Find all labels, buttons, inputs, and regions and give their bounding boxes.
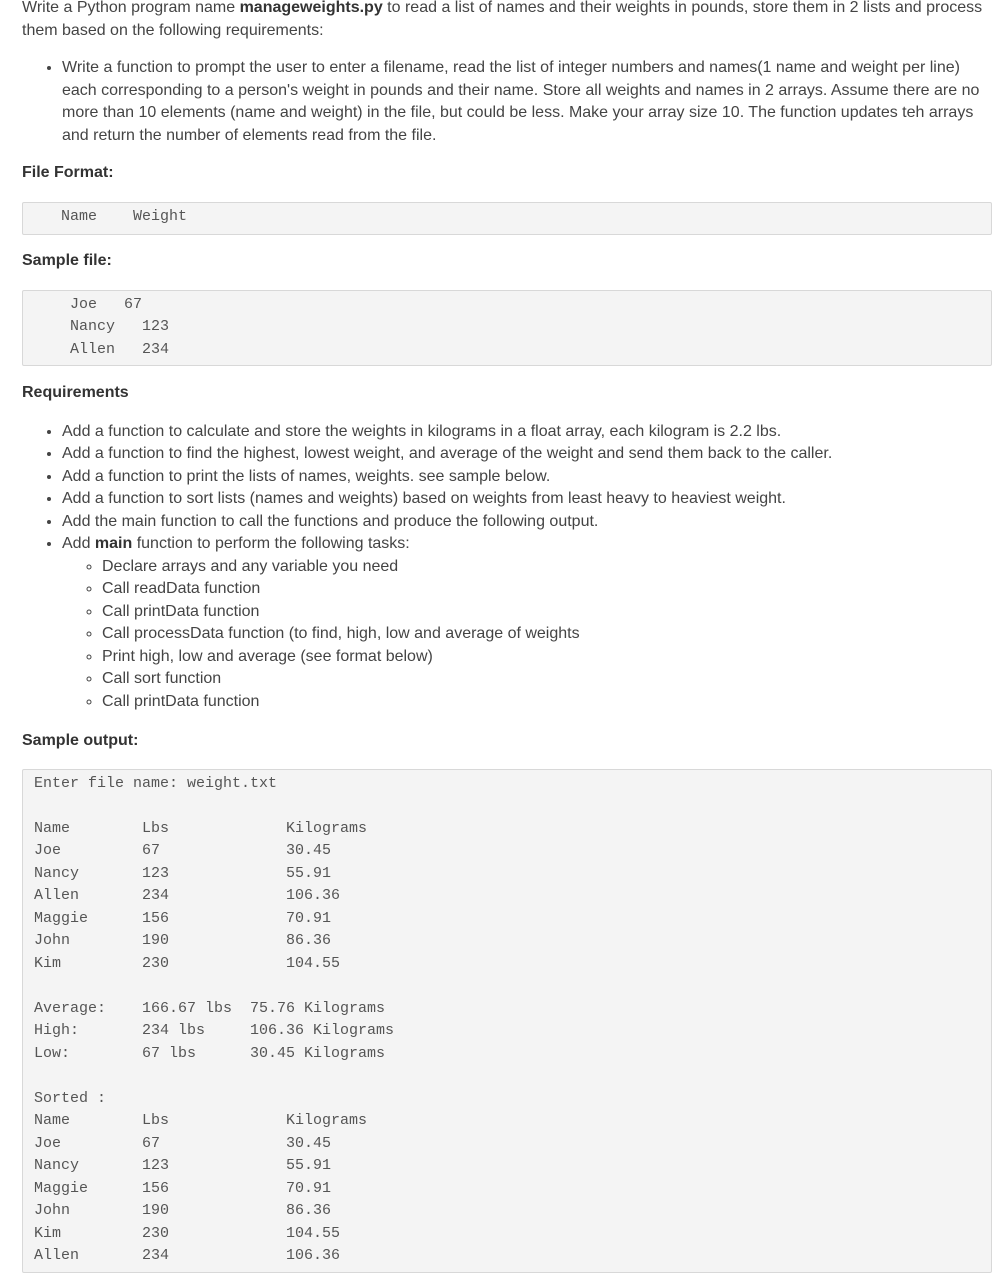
code-line: Nancy 123 55.91	[34, 864, 332, 882]
intro-bullet: • Write a function to prompt the user to enter a filename, read the list of integer numbers and names(1 name and weight per line) each corresponding to a person's weight in pounds and their name. Store all weights and names in 2 arrays. Assume there are no more than 10 elements (name and weight) in the file, but could be less. Make your array size 10. The function updates teh arrays and return the number of elements read from the file.	[62, 57, 992, 147]
main-task-item: ◦ Print high, low and average (see format below)	[102, 646, 992, 669]
requirement-item-main	[62, 533, 992, 713]
code-line	[34, 1065, 980, 1088]
sample-output-heading: Sample output:	[22, 732, 139, 749]
main-tasks-list	[62, 556, 992, 714]
code-line: Nancy 123 55.91	[34, 1157, 332, 1174]
code-line	[34, 975, 980, 998]
main-task-item: ◦ Call printData function	[102, 691, 992, 714]
code-line: Allen 234	[34, 340, 170, 358]
main-task-item: ◦ Call sort function	[102, 668, 992, 691]
main-task-item: ◦ Call printData function	[102, 601, 992, 624]
code-line: Enter file name: weight.txt	[34, 774, 278, 792]
code-line: Maggie 156 70.91	[34, 1179, 332, 1197]
sample-output-code	[22, 769, 992, 1273]
requirements-heading: Requirements	[22, 384, 129, 401]
sample-file-heading: Sample file:	[22, 252, 112, 269]
intro-text: Write a Python program name	[22, 0, 240, 16]
requirement-item: • Add a function to calculate and store the weights in kilograms in a float array, each kilogram is 2.2 lbs.	[62, 421, 992, 444]
main-bullet-text: Add	[62, 535, 95, 552]
main-bullet-text-end: function to perform the following tasks:	[132, 535, 410, 552]
requirement-item: • Add the main function to call the functions and produce the following output.	[62, 511, 992, 534]
code-line: Joe 67 30.45	[34, 1134, 332, 1152]
code-line: Name Lbs Kilograms	[34, 819, 368, 837]
sample-file-code	[22, 290, 992, 367]
code-line: Allen 234 106.36	[34, 1247, 341, 1264]
file-format-code	[22, 202, 992, 236]
code-line: Kim 230 104.55	[34, 954, 341, 972]
requirement-item: • Add a function to sort lists (names and weights) based on weights from least heavy to heaviest weight.	[62, 488, 992, 511]
code-line: Kim 230 104.55	[34, 1224, 341, 1242]
requirement-item: • Add a function to find the highest, lowest weight, and average of the weight and send them back to the caller.	[62, 443, 992, 466]
code-line: High: 234 lbs 106.36 Kilograms	[34, 1022, 395, 1039]
code-line: John 190 86.36	[34, 932, 332, 949]
program-filename: manageweights.py	[239, 0, 383, 16]
code-line: Joe 67 30.45	[34, 842, 332, 859]
file-format-heading: File Format:	[22, 164, 114, 181]
code-line: Maggie 156 70.91	[34, 909, 332, 927]
main-task-item: ◦ Declare arrays and any variable you need	[102, 556, 992, 579]
code-line: Nancy 123	[34, 318, 170, 335]
code-line: Name Lbs Kilograms	[34, 1112, 368, 1129]
requirement-item: • Add a function to print the lists of names, weights. see sample below.	[62, 466, 992, 489]
code-line: Average: 166.67 lbs 75.76 Kilograms	[34, 999, 386, 1017]
main-keyword: main	[94, 535, 133, 552]
code-line: Sorted :	[34, 1089, 107, 1107]
requirements-list	[22, 421, 992, 714]
code-line: Low: 67 lbs 30.45 Kilograms	[34, 1044, 386, 1062]
code-line: Name Weight	[34, 207, 188, 225]
code-line: John 190 86.36	[34, 1202, 332, 1219]
intro-bullets	[22, 57, 992, 147]
code-line: Joe 67	[34, 295, 143, 313]
main-task-item: ◦ Call processData function (to find, high, low and average of weights	[102, 623, 992, 646]
intro-paragraph	[22, 0, 992, 42]
code-line: Allen 234 106.36	[34, 887, 341, 904]
main-task-item: ◦ Call readData function	[102, 578, 992, 601]
intro-text-end: to read a list of names and their weights in pounds, store them in 2 lists and process them based on the following requirements:	[22, 0, 983, 39]
code-line	[34, 795, 980, 818]
